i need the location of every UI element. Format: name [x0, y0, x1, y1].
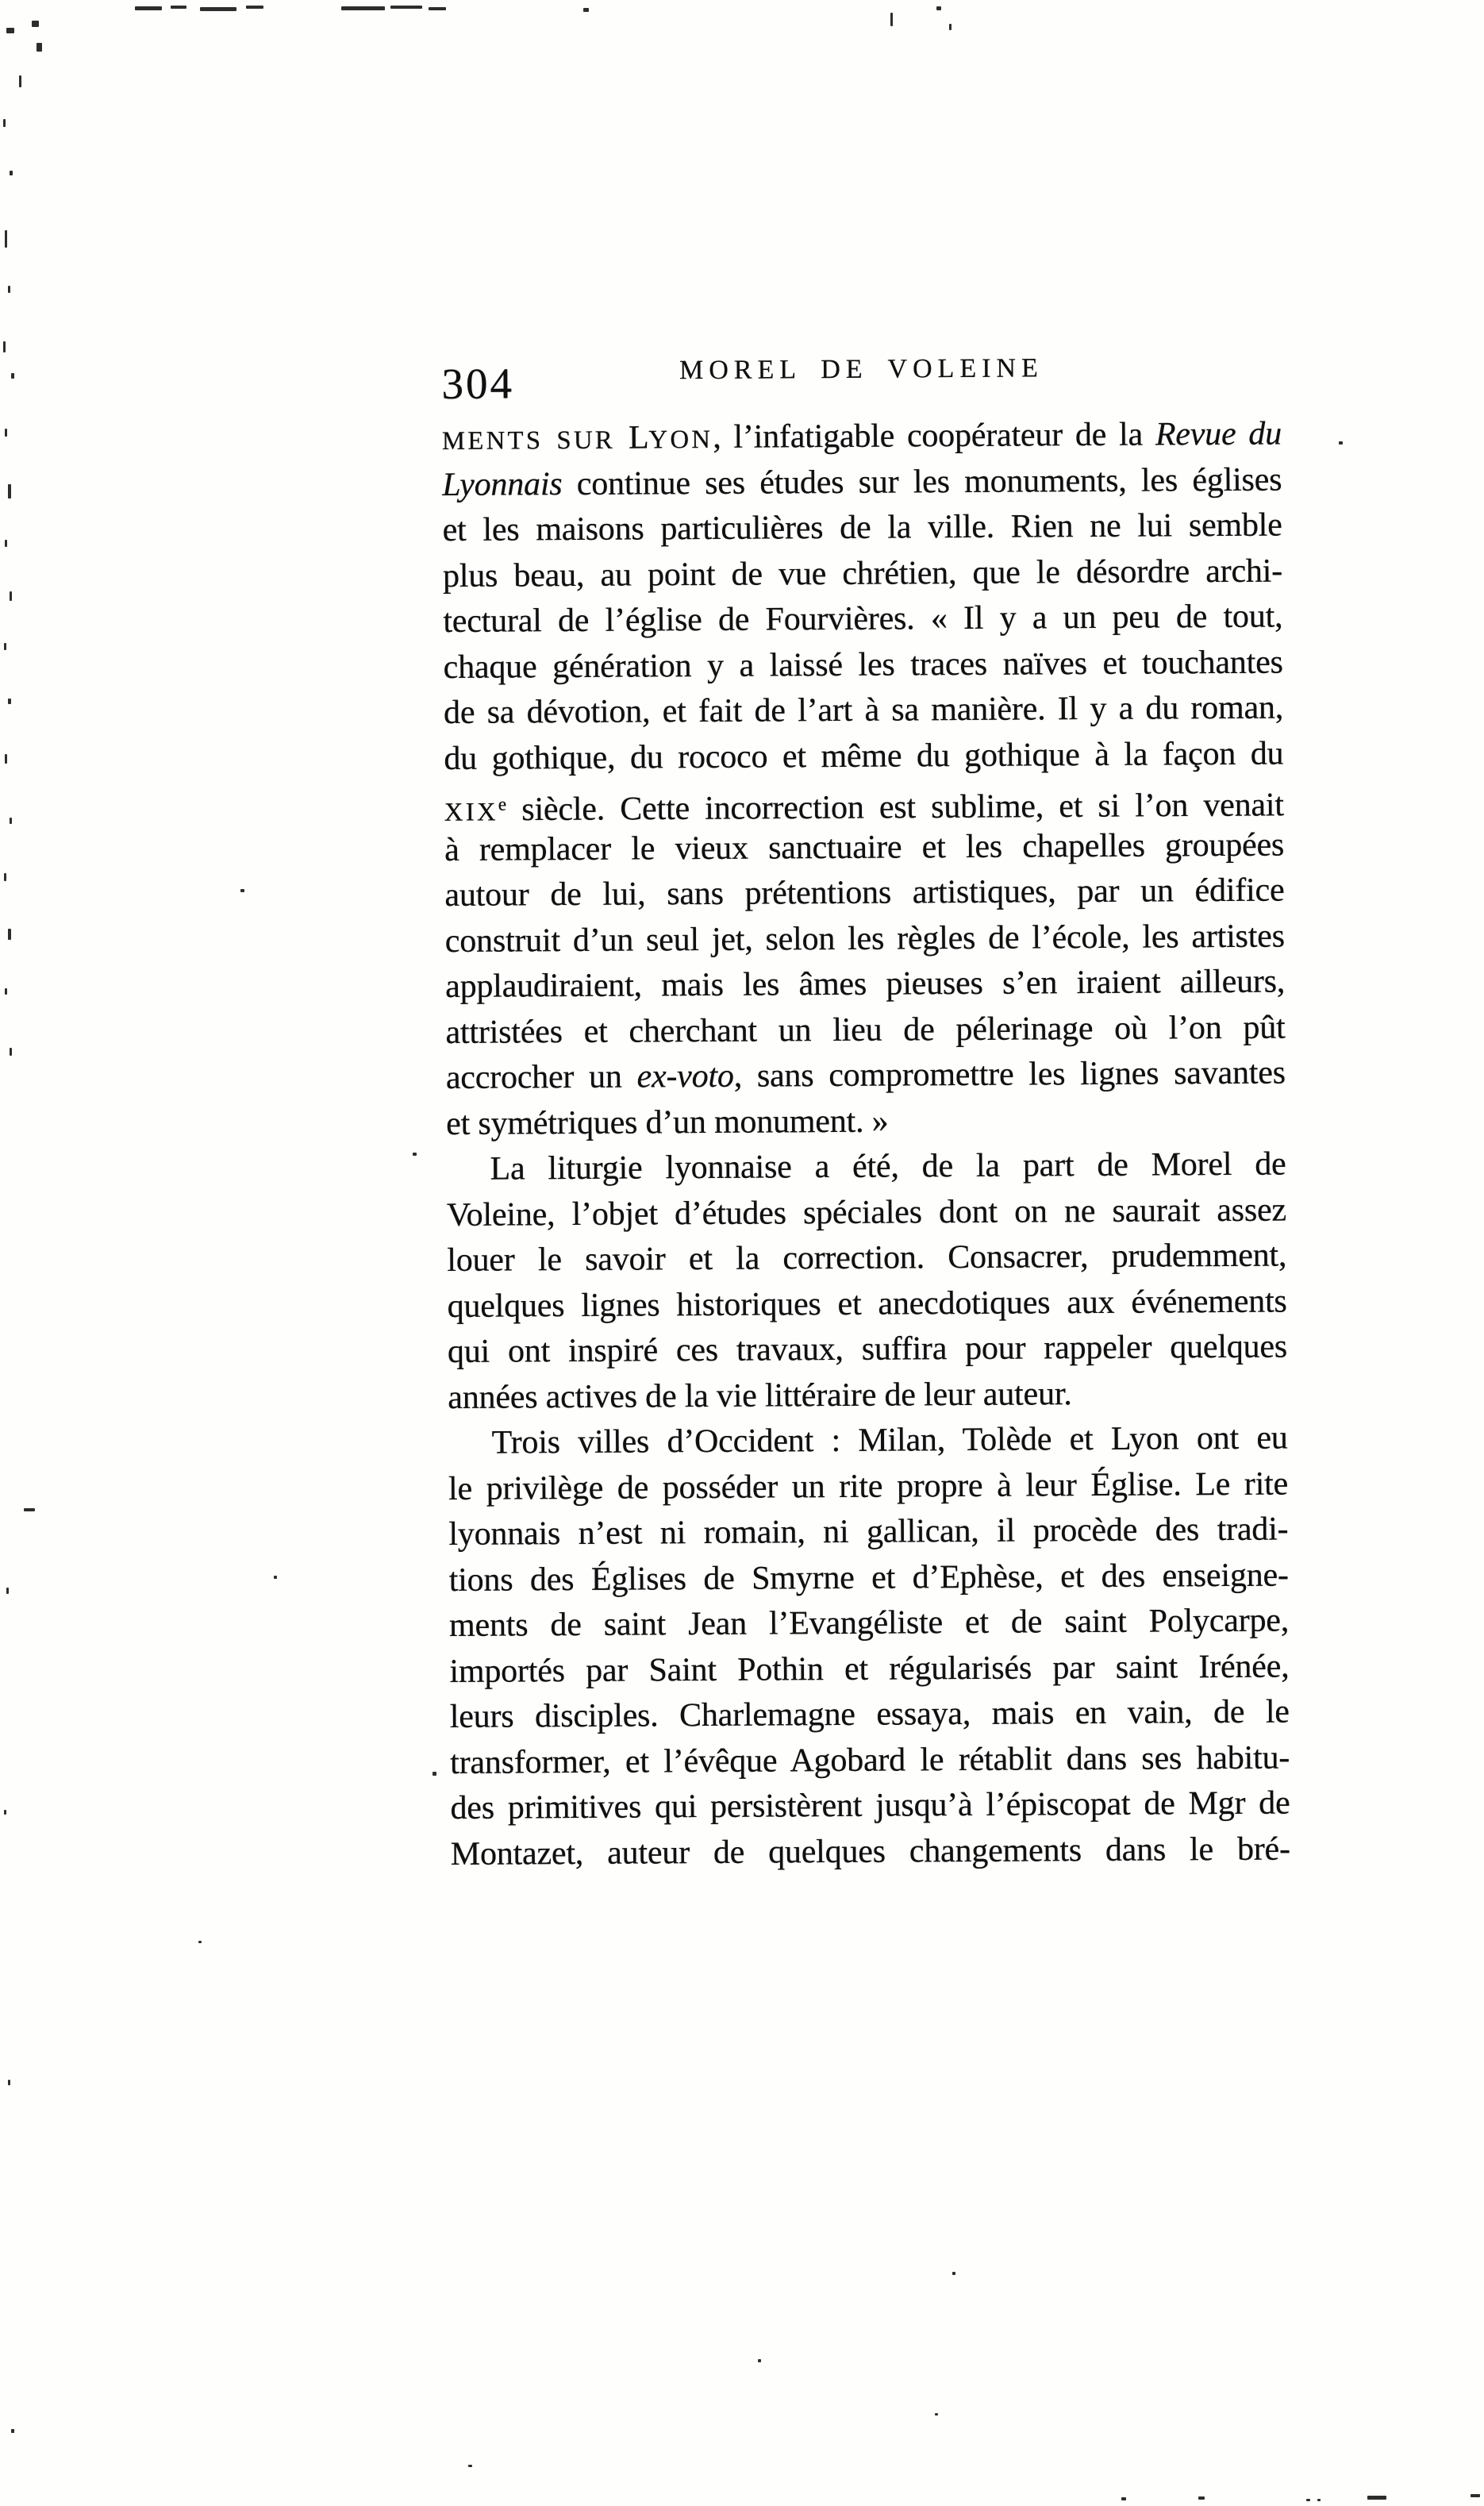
scan-speck [935, 2413, 938, 2416]
scan-speck [10, 171, 13, 175]
scan-speck [952, 2272, 955, 2275]
text-line [443, 549, 1282, 599]
text-run: le privilège de posséder un rite propre à leur Église. Le rite [448, 1465, 1289, 1507]
text-block [442, 412, 1290, 1877]
scan-speck [8, 699, 11, 704]
scan-speck [949, 24, 952, 30]
text-run: , l’infatigable coopérateur de la [713, 416, 1156, 456]
text-line [444, 822, 1284, 873]
text-run: YON [648, 425, 713, 455]
scan-speck [8, 2080, 10, 2085]
text-run: Montazet, auteur de quelques changements dans le bré- [450, 1830, 1290, 1873]
text-run: ments de saint Jean l’Evangéliste et de saint Polycarpe, [448, 1602, 1290, 1644]
text-line [446, 1051, 1286, 1102]
text-line [448, 1416, 1288, 1467]
text-line [444, 731, 1283, 782]
text-line [449, 1599, 1289, 1649]
text-line [450, 1781, 1290, 1832]
scan-speck [6, 1588, 9, 1594]
scan-speck [10, 1048, 12, 1056]
text-run: construit d’un seul jet, selon les règles de l’école, les artistes [444, 918, 1285, 960]
scan-speck [4, 1810, 6, 1815]
scan-speck [390, 6, 422, 9]
text-run: La liturgie lyonnaise a été, de la part de Morel de [490, 1145, 1286, 1188]
text-line [448, 1461, 1288, 1512]
text-line [444, 686, 1283, 737]
text-run: siècle. Cette incorrection est sublime, et si l’on venait [506, 787, 1284, 829]
scan-speck [1471, 2494, 1480, 2497]
scan-speck [198, 1941, 202, 1943]
scan-speck [1317, 2499, 1321, 2501]
text-run: du gothique, du rococo et même du gothique à la façon du [444, 735, 1284, 777]
scan-speck [3, 119, 6, 127]
text-line [445, 1005, 1285, 1056]
text-line [449, 1553, 1289, 1603]
scan-speck [24, 1508, 35, 1511]
text-run: XIX [444, 798, 498, 827]
text-run: attristées et cherchant un lieu de pélerinage où l’on pût [445, 1009, 1286, 1051]
text-run: continue ses études sur les monuments, les églises [562, 461, 1282, 502]
scan-speck [171, 6, 186, 9]
scan-speck [341, 6, 385, 10]
text-run: de sa dévotion, et fait de l’art à sa manière. Il y a du roman, [443, 689, 1284, 731]
text-run: leurs disciples. Charlemagne essaya, mais en vain, de le [449, 1693, 1290, 1735]
page-header: MOREL DE VOLEINE [679, 353, 1044, 386]
scan-speck [10, 818, 12, 824]
scan-speck [468, 2465, 472, 2467]
text-run: qui ont inspiré ces travaux, suffira pour rappeler quelques [447, 1328, 1288, 1370]
text-run: e [498, 793, 507, 814]
text-run: louer le savoir et la correction. Consacrer, prudemment, [447, 1237, 1287, 1279]
text-run: à remplacer le vieux sanctuaire et les chapelles groupées [444, 826, 1285, 868]
scan-speck [429, 7, 446, 10]
scan-speck [32, 21, 39, 27]
scan-speck [37, 43, 42, 52]
scan-speck [5, 230, 7, 248]
scan-speck [1367, 2496, 1386, 2500]
text-run: lyonnais n’est ni romain, ni gallican, il procède des tradi- [448, 1511, 1289, 1553]
text-run: Lyonnais [442, 465, 563, 503]
text-line [444, 777, 1284, 828]
scan-speck [583, 8, 589, 12]
scan-speck [4, 643, 6, 650]
text-run: des primitives qui persistèrent jusqu’à l’épiscopat de Mgr de [450, 1784, 1290, 1827]
text-line [447, 1234, 1286, 1284]
scan-speck [3, 341, 6, 352]
text-line [449, 1644, 1289, 1695]
text-run: plus beau, au point de vue chrétien, que le désordre archi- [442, 552, 1283, 595]
text-line [446, 1096, 1286, 1147]
scan-speck [758, 2359, 761, 2362]
text-line [443, 595, 1282, 645]
text-run: , sans compromettre les lignes savantes [733, 1054, 1286, 1095]
text-line [446, 1142, 1286, 1193]
text-run: MENTS SUR [441, 425, 629, 456]
scan-speck [5, 988, 7, 995]
text-line [448, 1370, 1287, 1421]
scan-speck [8, 286, 10, 293]
text-line [450, 1735, 1290, 1786]
text-line [445, 960, 1285, 1010]
text-line [450, 1690, 1290, 1741]
text-line [444, 640, 1283, 691]
scan-speck [200, 7, 236, 11]
scan-speck [1306, 2499, 1310, 2501]
scan-speck [6, 28, 14, 33]
text-run: tectural de l’église de Fourvières. « Il y a un peu de tout, [443, 598, 1283, 640]
scan-speck [8, 484, 11, 499]
text-run: transformer, et l’évêque Agobard le rétablit dans ses habitu- [450, 1739, 1290, 1781]
text-line [445, 914, 1285, 964]
text-run: accrocher un [445, 1058, 637, 1096]
text-run: ex-voto [636, 1057, 734, 1095]
scan-speck [11, 373, 14, 379]
text-line [451, 1827, 1290, 1877]
scan-speck [5, 754, 7, 764]
text-line [447, 1188, 1286, 1238]
text-line [442, 457, 1282, 508]
text-run: Voleine, l’objet d’études spéciales dont on ne saurait assez [446, 1191, 1287, 1234]
text-run: autour de lui, sans prétentions artistiques, par un édifice [444, 872, 1285, 914]
text-run: années actives de la vie littéraire de leur auteur. [448, 1375, 1072, 1416]
scan-speck [1198, 2496, 1205, 2500]
scan-speck [1121, 2497, 1126, 2500]
text-line [444, 868, 1284, 919]
scan-speck [8, 929, 11, 940]
page-number: 304 [441, 359, 515, 409]
text-run: quelques lignes historiques et anecdotiques aux événements [447, 1283, 1287, 1325]
scan-speck [240, 889, 244, 892]
scan-speck [433, 1772, 436, 1776]
text-line [448, 1325, 1287, 1376]
scan-speck [19, 75, 21, 87]
text-run: et les maisons particulières de la ville. Rien ne lui semble [442, 506, 1282, 549]
text-line [447, 1279, 1286, 1330]
scan-speck [936, 6, 941, 10]
text-line [448, 1507, 1288, 1558]
text-run: applaudiraient, mais les âmes pieuses s’en iraient ailleurs, [445, 963, 1286, 1005]
text-run: Trois villes d’Occident : Milan, Tolède et Lyon ont eu [491, 1419, 1288, 1461]
scan-speck [413, 1153, 417, 1156]
scan-speck [246, 6, 263, 9]
text-run: L [628, 419, 649, 456]
scan-speck [5, 429, 7, 437]
scan-speck [274, 1576, 277, 1579]
scan-speck [135, 6, 162, 10]
scan-speck [890, 13, 893, 26]
scan-speck [4, 873, 6, 881]
text-line [442, 412, 1282, 463]
text-run: et symétriques d’un monument. » [446, 1103, 889, 1142]
scan-speck [1339, 441, 1343, 445]
scan-speck [10, 591, 12, 601]
scan-speck [11, 2429, 14, 2433]
text-line [442, 503, 1282, 554]
text-run: Revue du [1155, 415, 1282, 453]
text-run: importés par Saint Pothin et régularisés par saint Irénée, [449, 1648, 1290, 1690]
text-run: tions des Églises de Smyrne et d’Ephèse, et des enseigne- [448, 1557, 1289, 1599]
text-run: chaque génération y a laissé les traces naïves et touchantes [443, 644, 1283, 686]
scan-speck [5, 540, 7, 547]
